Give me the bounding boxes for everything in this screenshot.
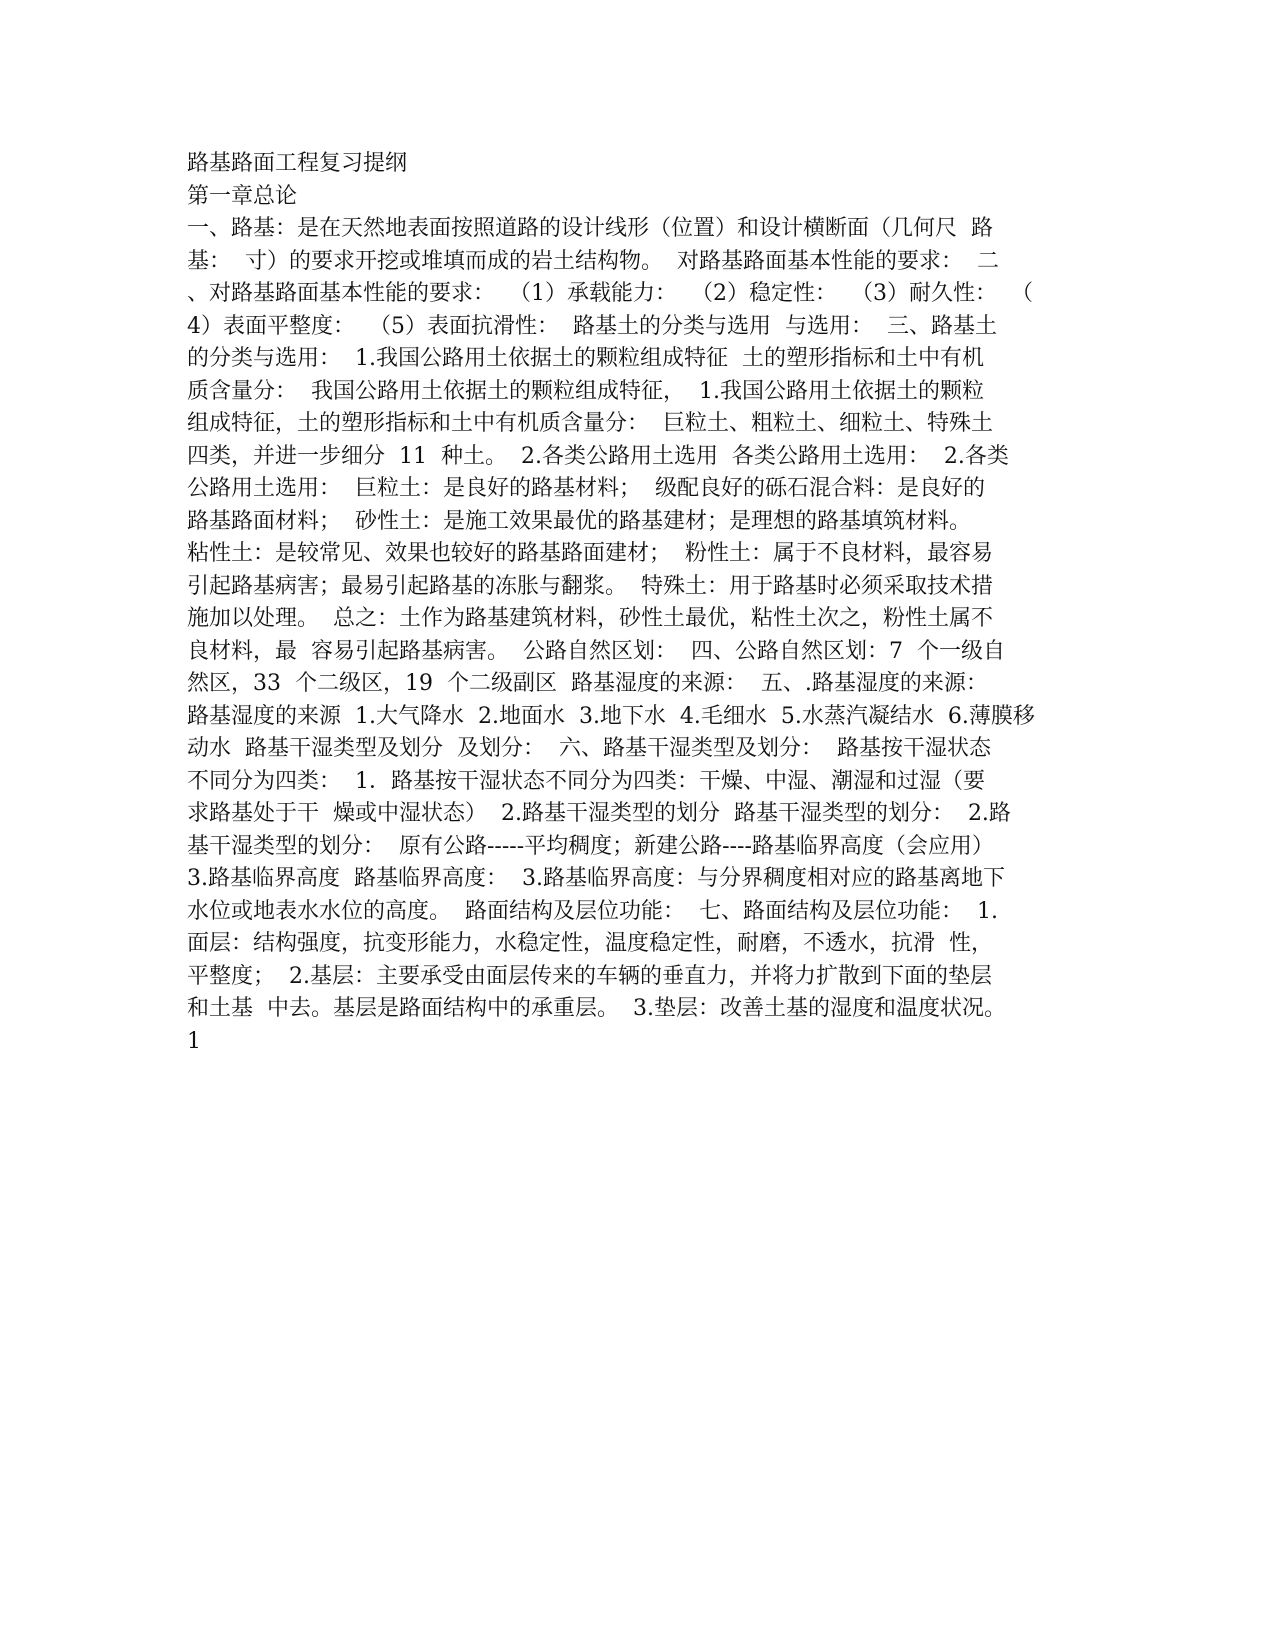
body-line: 四类，并进一步细分 11 种土。 2.各类公路用土选用 各类公路用土选用： 2.各类: [187, 443, 1009, 469]
body-line: 水位或地表水水位的高度。 路面结构及层位功能： 七、路面结构及层位功能： 1.: [187, 898, 998, 924]
body-line: 基： 寸）的要求开挖或堆填而成的岩土结构物。 对路基路面基本性能的要求： 二: [187, 248, 999, 274]
body-line: 然区，33 个二级区，19 个二级副区 路基湿度的来源： 五、.路基湿度的来源：: [187, 671, 988, 696]
body-line: 、对路基路面基本性能的要求： （1）承载能力： （2）稳定性： （3）耐久性： （: [187, 281, 1033, 306]
chapter-heading: 第一章总论: [187, 183, 298, 209]
body-line: 基干湿类型的划分： 原有公路-----平均稠度；新建公路----路基临界高度（会应用）: [187, 833, 994, 859]
page-number: 1: [187, 1028, 201, 1054]
body-line: 路基湿度的来源 1.大气降水 2.地面水 3.地下水 4.毛细水 5.水蒸汽凝结水 6.薄膜移: [187, 703, 1035, 729]
body-line: 路基路面材料； 砂性土：是施工效果最优的路基建材；是理想的路基填筑材料。: [187, 508, 971, 534]
body-line: 一、路基：是在天然地表面按照道路的设计线形（位置）和设计横断面（几何尺 路: [187, 216, 993, 241]
document-body: [187, 148, 1087, 1058]
body-line: 施加以处理。 总之：土作为路基建筑材料，砂性土最优，粘性土次之，粉性土属不: [187, 606, 993, 631]
body-line: 引起路基病害；最易引起路基的冻胀与翻浆。 特殊土：用于路基时必须采取技术措: [187, 573, 993, 599]
body-line: 动水 路基干湿类型及划分 及划分： 六、路基干湿类型及划分： 路基按干湿状态: [187, 736, 991, 761]
body-line: 3.路基临界高度 路基临界高度： 3.路基临界高度：与分界稠度相对应的路基离地下: [187, 866, 1005, 891]
body-line: 公路用土选用： 巨粒土：是良好的路基材料； 级配良好的砾石混合料：是良好的: [187, 476, 985, 501]
body-line: 粘性土：是较常见、效果也较好的路基路面建材； 粉性土：属于不良材料，最容易: [187, 541, 993, 566]
body-line: 面层：结构强度，抗变形能力，水稳定性，温度稳定性，耐磨，不透水，抗滑 性，: [187, 931, 993, 956]
body-line: 组成特征，土的塑形指标和土中有机质含量分： 巨粒土、粗粒土、细粒土、特殊土: [187, 411, 993, 436]
body-line: 不同分为四类： 1．路基按干湿状态不同分为四类：干燥、中湿、潮湿和过湿（要: [187, 768, 985, 794]
body-line: 求路基处于干 燥或中湿状态） 2.路基干湿类型的划分 路基干湿类型的划分： 2.路: [187, 801, 1011, 826]
body-line: 良材料，最 容易引起路基病害。 公路自然区划： 四、公路自然区划：7 个一级自: [187, 638, 1005, 664]
body-line: 平整度； 2.基层：主要承受由面层传来的车辆的垂直力，并将力扩散到下面的垫层: [187, 963, 992, 989]
document-title: 路基路面工程复习提纲: [187, 151, 408, 176]
body-line: 4）表面平整度： （5）表面抗滑性： 路基土的分类与选用 与选用： 三、路基土: [187, 313, 997, 339]
body-line: 的分类与选用： 1.我国公路用土依据土的颗粒组成特征 土的塑形指标和土中有机: [187, 346, 984, 371]
body-line: 质含量分： 我国公路用土依据土的颗粒组成特征， 1.我国公路用土依据土的颗粒: [187, 378, 984, 404]
body-line: 和土基 中去。基层是路面结构中的承重层。 3.垫层：改善土基的湿度和温度状况。: [187, 996, 1006, 1021]
